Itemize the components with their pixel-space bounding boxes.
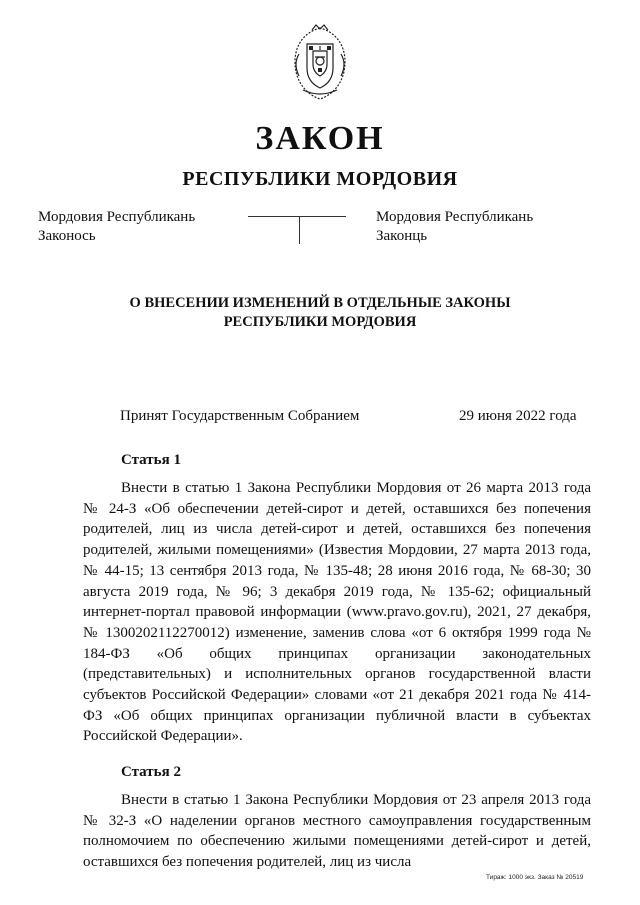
- adopted-by: Принят Государственным Собранием: [120, 408, 360, 424]
- erzya-title-line-1: Мордовия Республикань: [38, 209, 196, 225]
- law-title: [0, 294, 640, 332]
- adopted-date: 29 июня 2022 года: [459, 408, 577, 424]
- coat-of-arms-emblem: [287, 24, 353, 102]
- erzya-title-line-2: Законось: [38, 228, 96, 244]
- article-2-heading: Статья 2: [121, 764, 181, 780]
- moksha-title-line-1: Мордовия Республикань: [376, 209, 534, 225]
- document-subtitle: РЕСПУБЛИКИ МОРДОВИЯ: [182, 168, 458, 190]
- law-number-divider: [299, 216, 300, 244]
- article-1-heading: Статья 1: [121, 452, 181, 468]
- print-run-note: Тираж: 1000 экз. Заказ № 20519: [486, 874, 584, 881]
- law-number-line: [248, 216, 346, 217]
- law-title-line-2: РЕСПУБЛИКИ МОРДОВИЯ: [223, 314, 417, 330]
- erzya-title-block: [38, 208, 195, 246]
- article-2-text: Внести в статью 1 Закона Республики Мордовия от 23 апреля 2013 года № 32-З «О наделении органов местного самоуправления государственным полномочием по обеспечению жилыми помещениями детей-сирот и детей, оставшихся без попечения родителей, лиц из числа: [83, 792, 591, 871]
- law-title-line-1: О ВНЕСЕНИИ ИЗМЕНЕНИЙ В ОТДЕЛЬНЫЕ ЗАКОНЫ: [129, 295, 511, 311]
- article-1-text: Внести в статью 1 Закона Республики Мордовия от 26 марта 2013 года № 24-З «Об обеспечении детей-сирот и детей, оставшихся без попечения родителей, лиц из числа детей-сирот и детей, оставшихся без попечения родителей, жилыми помещениями» (Известия Мордовии, 27 марта 2013 года, № 44-15; 13 сентября 2013 года, № 135-48; 28 июня 2016 года, № 68-30; 30 августа 2019 года, № 96; 3 декабря 2019 года, № 135-62; официальный интернет-портал правовой информации (www.pravo.gov.ru), 2021, 27 декабря, № 1300202112270012) изменение, заменив слова «от 6 октября 1999 года № 184-ФЗ «Об общих принципах организации законодательных (представительных) и исполнительных органов государственной власти субъектов Российской Федерации» словами «от 21 декабря 2021 года № 414-ФЗ «Об общих принципах организации публичной власти в субъектах Российской Федерации».: [83, 480, 591, 745]
- moksha-title-block: [376, 208, 533, 246]
- moksha-title-line-2: Законць: [376, 228, 428, 244]
- document-title: ЗАКОН: [255, 120, 385, 157]
